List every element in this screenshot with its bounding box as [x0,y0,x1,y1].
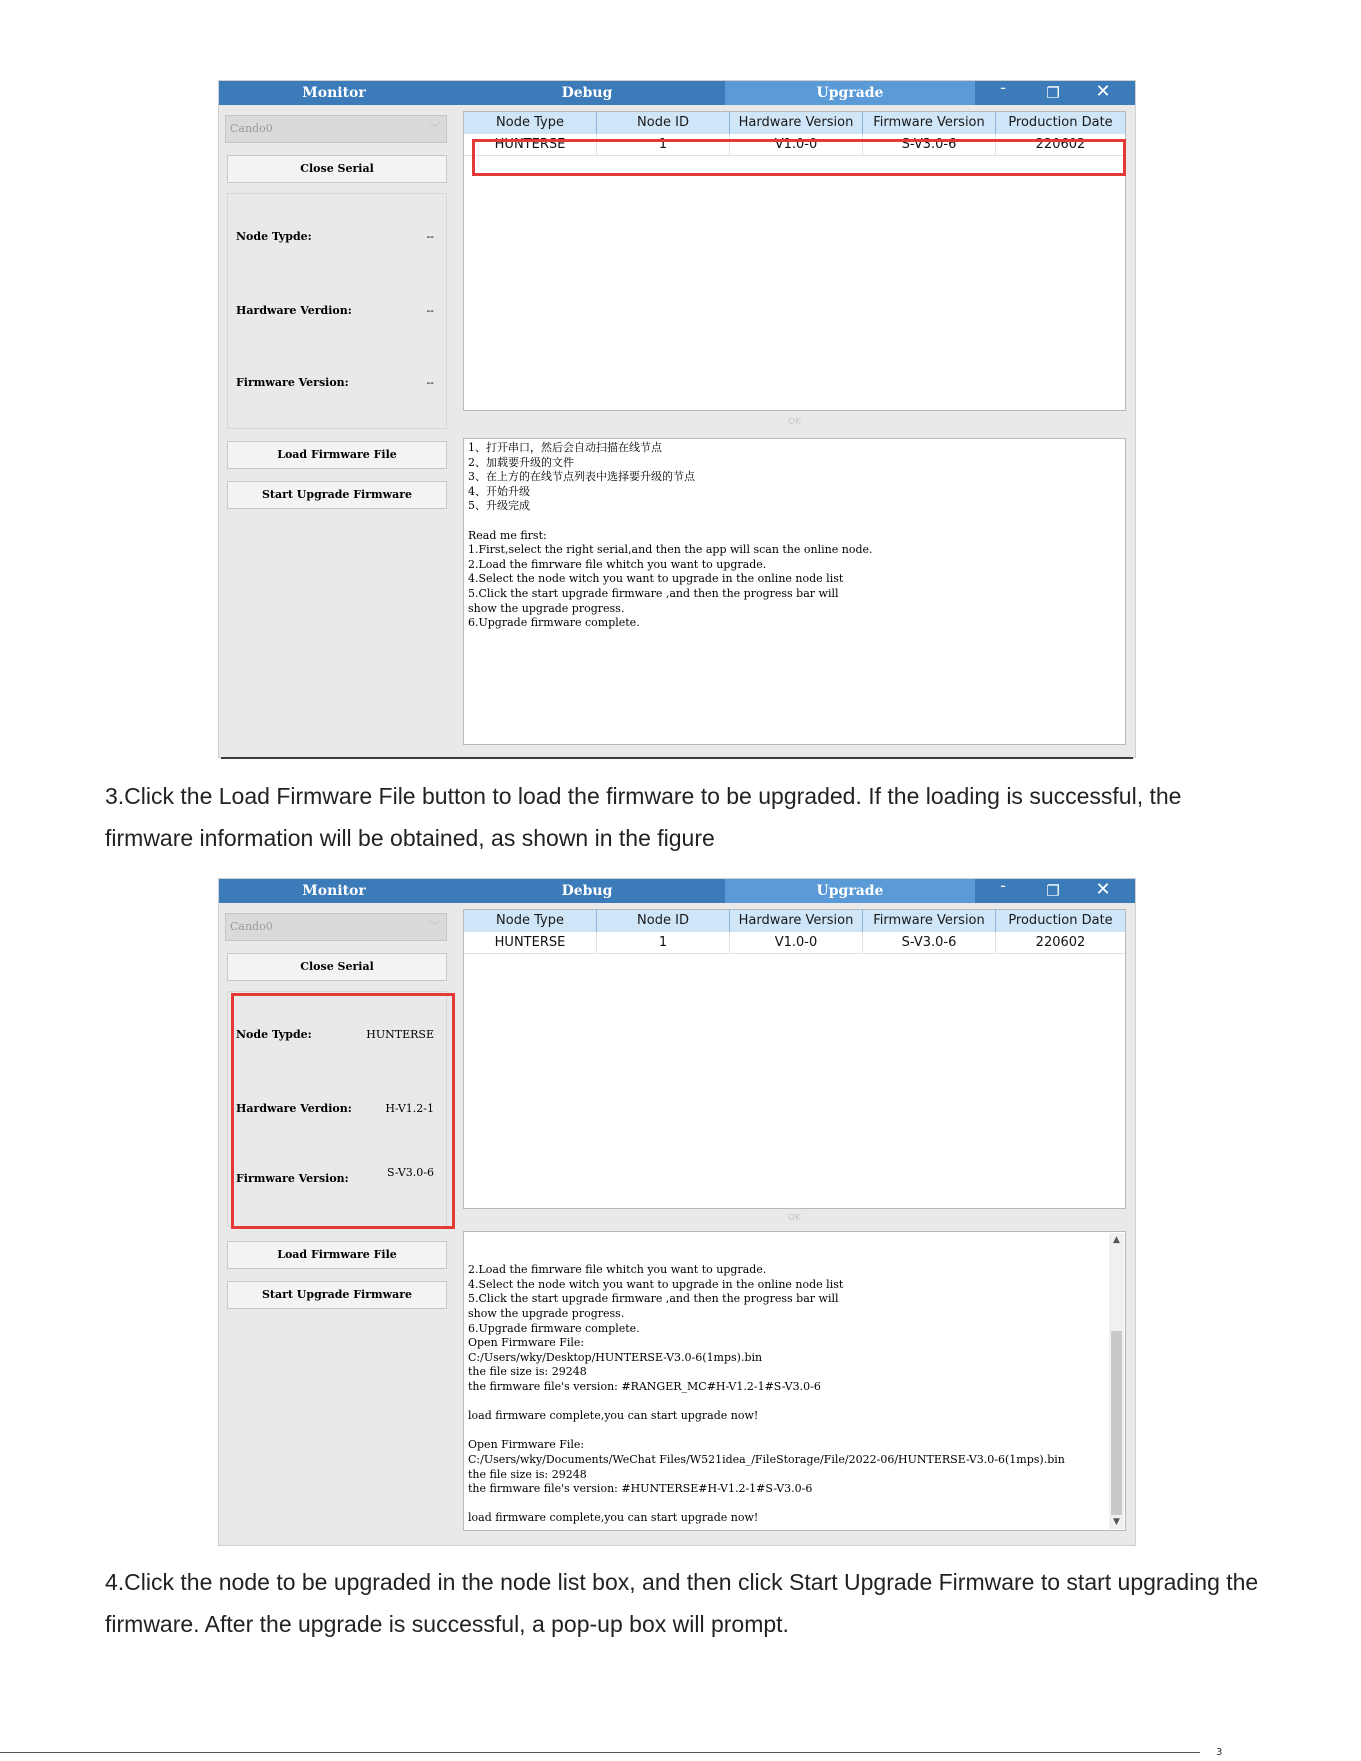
port-select[interactable] [225,115,447,143]
cell-hardware-version[interactable]: V1.0-0 [730,932,863,954]
tab-upgrade[interactable]: Upgrade [725,81,975,105]
log-output[interactable] [463,1231,1126,1531]
instruction-step-4: 4.Click the node to be upgraded in the node list box, and then click Start Upgrade Firmware to start upgrading the firmware. After the upgrade is successful, a pop-up box will prompt. [105,1569,1259,1637]
log-output[interactable]: 1、打开串口，然后会自动扫描在线节点 2、加载要升级的文件 3、在上方的在线节点列表中选择要升级的节点 4、开始升级 5、升级完成 Read me first: 1.First,select the right serial,and then the app will scan the online node. 2.Load the fimrware file whitch you want to upgrade. 4.Select the node witch you want to upgrade in the online node list 5.Click the start upgrade firmware ,and then the progress bar will show the upgrade progress. 6.Upgrade firmware complete. [463,438,1126,745]
column-node-id[interactable]: Node ID [597,910,730,932]
hardware-version-label: Hardware Verdion: [236,304,352,317]
maximize-icon[interactable]: ❐ [1046,882,1060,900]
chevron-down-icon: ﹀ [430,921,440,932]
maximize-icon[interactable]: ❐ [1046,84,1060,102]
node-type-row [236,230,438,243]
highlight-box-node-info [231,993,455,1229]
cell-node-id[interactable]: 1 [597,932,730,954]
close-serial-button[interactable]: Close Serial [227,155,447,183]
firmware-version-label: Firmware Version: [236,376,349,389]
firmware-version-label: Firmware Version: [236,1172,349,1185]
tab-debug[interactable]: Debug [561,883,613,899]
cell-node-type[interactable]: HUNTERSE [464,134,597,156]
tab-bar [219,78,1135,105]
firmware-tool-screenshot-2 [218,878,1136,1546]
port-select-value: Cando0 [230,920,273,933]
tab-monitor[interactable]: Monitor [302,883,366,899]
divider [221,757,1133,759]
highlight-box-node-row [472,139,1126,176]
close-serial-button[interactable]: Close Serial [227,953,447,981]
instruction-step-3: 3.Click the Load Firmware File button to load the firmware to be upgraded. If the loading is successful, the firmware information will be obtained, as shown in the figure [105,783,1182,851]
port-select[interactable] [225,913,447,941]
ok-label: OK [788,417,801,427]
node-type-value: HUNTERSE [366,1028,434,1041]
close-icon[interactable]: ✕ [1095,81,1111,102]
column-production-date[interactable]: Production Date [1008,115,1113,130]
cell-hardware-version[interactable]: V1.0-0 [730,134,863,156]
tab-bar [219,876,1135,903]
page-number: 3 [1216,1747,1223,1758]
scroll-down-icon[interactable]: ▼ [1113,1517,1120,1527]
start-upgrade-button[interactable]: Start Upgrade Firmware [227,481,447,509]
table-header [464,910,1125,932]
firmware-tool-screenshot-1 [218,80,1136,758]
column-production-date[interactable]: Production Date [1008,913,1113,928]
log-text: 2.Load the fimrware file whitch you want to upgrade. 4.Select the node witch you want to upgrade in the online node list 5.Click the start upgrade firmware ,and then the progress bar will show the upgrade progress. 6.Upgrade firmware complete. Open Firmware File: C:/Users/wky/Desktop/HUNTERSE-V3.0-6(1mps).bin the file size is: 29248 the firmware file's version: #RANGER_MC#H-V1.2-1#S-V3.0-6 load firmware complete,you can start upgrade now! Open Firmware File: C:/Users/wky/Documents/WeChat Files/W521idea_/FileStorage/File/2022-06/HUNTERSE-V3.0-6(1mps).bin the file size is: 29248 the firmware file's version: #HUNTERSE#H-V1.2-1#S-V3.0-6 load firmware complete,you can start upgrade now! [468,1263,1065,1525]
page-divider [0,1752,1200,1753]
node-info-box [227,193,447,429]
node-type-label: Node Typde: [236,1028,312,1041]
node-type-value: -- [426,230,434,243]
hardware-version-label: Hardware Verdion: [236,1102,352,1115]
tab-debug[interactable]: Debug [561,85,613,101]
node-type-label: Node Typde: [236,230,312,243]
cell-production-date[interactable]: 220602 [996,932,1125,954]
ok-label: OK [788,1213,801,1223]
log-scrollbar[interactable] [1109,1233,1124,1529]
cell-firmware-version[interactable]: S-V3.0-6 [863,134,996,156]
scroll-thumb[interactable] [1111,1331,1122,1515]
column-firmware-version[interactable]: Firmware Version [863,910,996,932]
cell-production-date[interactable]: 220602 [996,134,1125,156]
hardware-version-row [236,304,438,317]
table-header [464,112,1125,134]
hardware-version-value: -- [426,304,434,317]
scroll-up-icon[interactable]: ▲ [1113,1235,1120,1245]
tab-upgrade[interactable]: Upgrade [725,879,975,903]
column-hardware-version[interactable]: Hardware Version [730,910,863,932]
minimize-icon[interactable]: - [1000,876,1006,895]
column-node-id[interactable]: Node ID [597,112,730,134]
column-firmware-version[interactable]: Firmware Version [863,112,996,134]
column-hardware-version[interactable]: Hardware Version [730,112,863,134]
cell-node-type[interactable]: HUNTERSE [464,932,597,954]
load-firmware-button[interactable]: Load Firmware File [227,1241,447,1269]
cell-firmware-version[interactable]: S-V3.0-6 [863,932,996,954]
start-upgrade-button[interactable]: Start Upgrade Firmware [227,1281,447,1309]
firmware-version-value: S-V3.0-6 [386,1166,434,1179]
firmware-version-value: -- [426,376,434,389]
chevron-down-icon: ﹀ [430,123,440,134]
left-panel [225,909,450,1535]
load-firmware-button[interactable]: Load Firmware File [227,441,447,469]
minimize-icon[interactable]: - [1000,78,1006,97]
column-node-type[interactable]: Node Type [464,112,597,134]
cell-node-id[interactable]: 1 [597,134,730,156]
firmware-version-row [236,376,438,389]
hardware-version-value: H-V1.2-1 [385,1102,434,1115]
left-panel [225,111,450,747]
close-icon[interactable]: ✕ [1095,879,1111,900]
node-table [463,909,1126,1209]
column-node-type[interactable]: Node Type [464,910,597,932]
tab-monitor[interactable]: Monitor [302,85,366,101]
port-select-value: Cando0 [230,122,273,135]
